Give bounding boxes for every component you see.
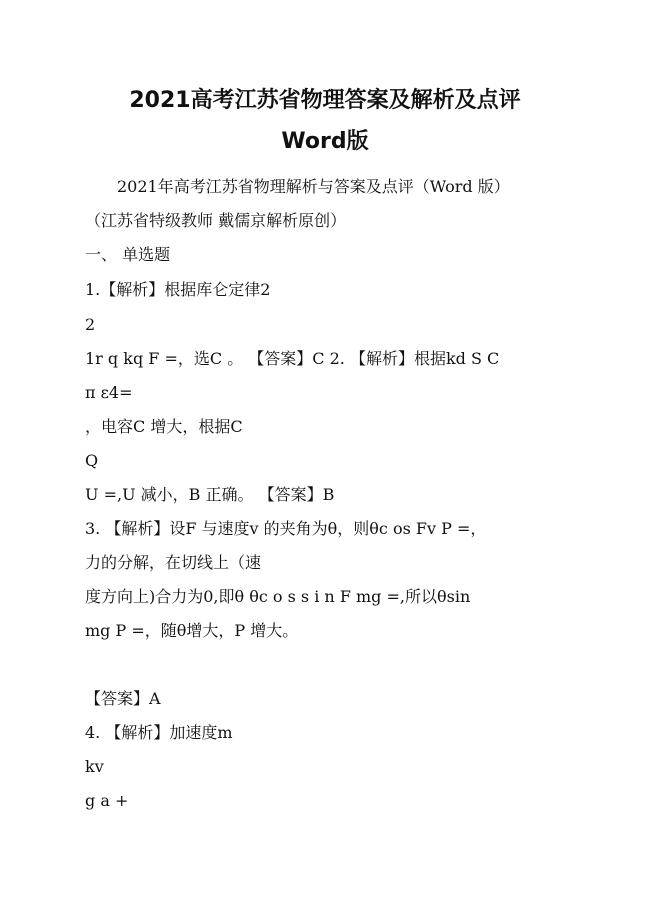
- text-line: 3. 【解析】设F 与速度v 的夹角为θ，则θc os Fv P =，: [85, 519, 487, 538]
- text-line: 1r q kq F =，选C 。 【答案】C 2. 【解析】根据kd S C: [85, 349, 500, 368]
- author-note: （江苏省特级教师 戴儒京解析原创）: [85, 211, 347, 230]
- text-line: 力的分解，在切线上（速: [85, 553, 262, 572]
- section-heading: 一、 单选题: [85, 245, 171, 264]
- text-line: π ε4=: [85, 383, 133, 402]
- text-line: 2: [85, 315, 96, 334]
- text-line: mg P =，随θ增大，P 增大。: [85, 621, 299, 640]
- text-line: Q: [85, 451, 99, 470]
- text-line: 度方向上)合力为0,即θ θc o s s i n F mg =,所以θsin: [85, 587, 471, 606]
- document-title: 2021高考江苏省物理答案及解析及点评: [129, 88, 521, 113]
- text-line: kv: [85, 757, 104, 776]
- text-line: g a +: [85, 791, 129, 810]
- document-title-subline: Word版: [281, 129, 369, 154]
- text-line: 1.【解析】根据库仑定律2: [85, 280, 271, 299]
- text-line: 4. 【解析】加速度m: [85, 723, 233, 742]
- intro-paragraph: 2021年高考江苏省物理解析与答案及点评（Word 版）: [117, 177, 510, 196]
- text-line: ，电容C 增大，根据C: [85, 417, 243, 436]
- answer-line: 【答案】A: [85, 689, 161, 708]
- text-line: U =,U 减小，B 正确。 【答案】B: [85, 485, 335, 504]
